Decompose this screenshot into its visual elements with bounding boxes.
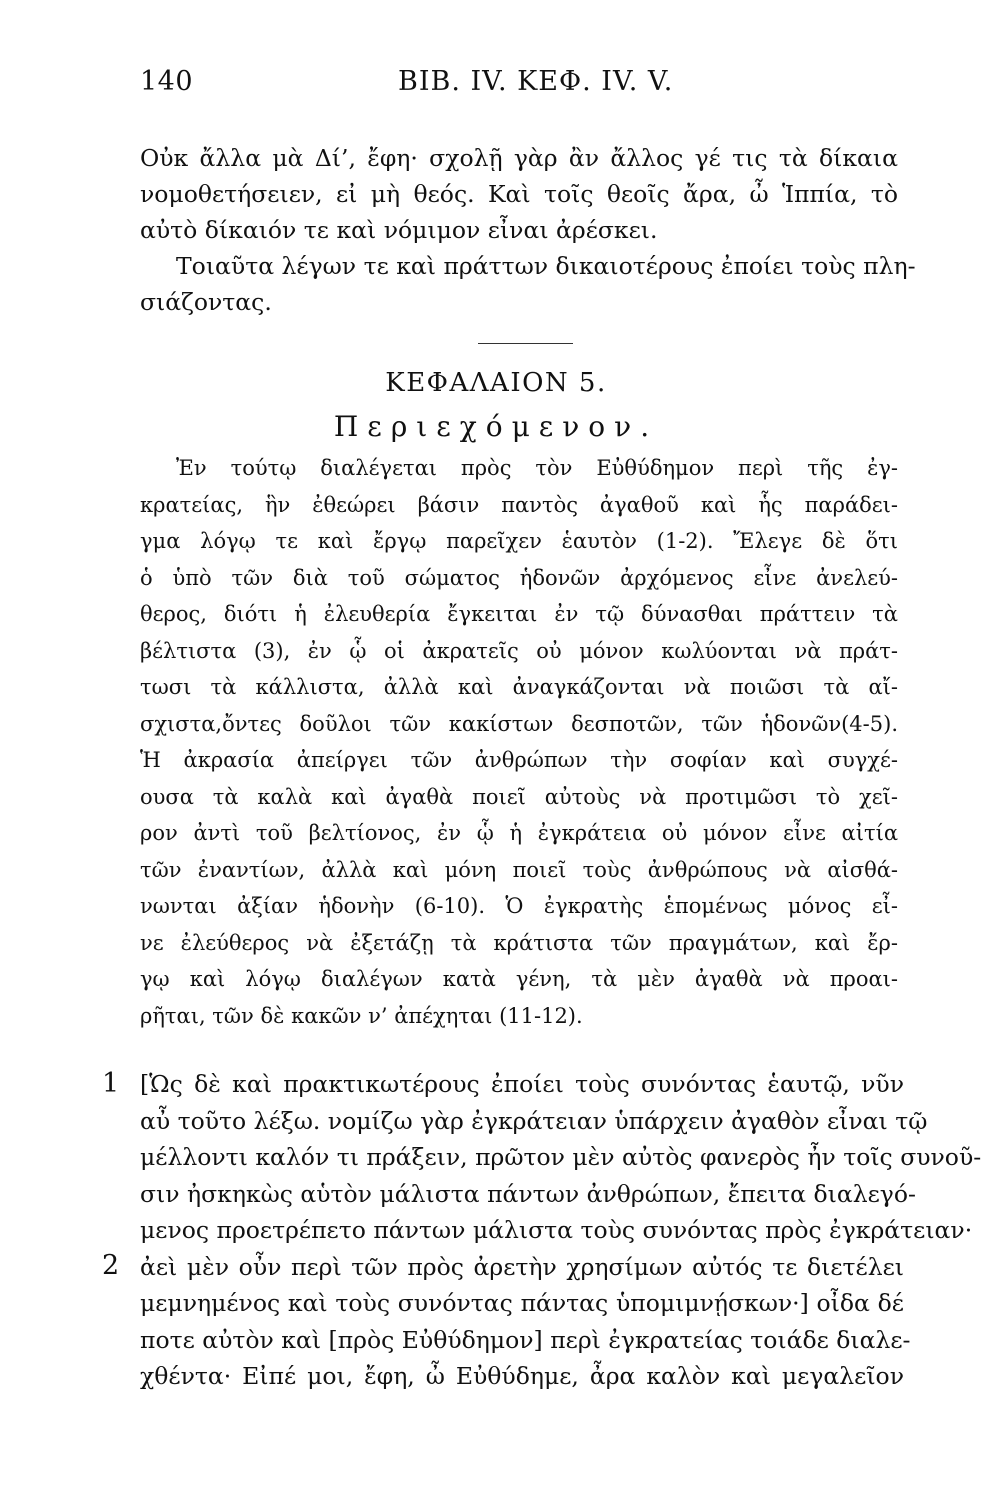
footnote-number: 1	[102, 1068, 120, 1099]
footnote-line: ποτε αὐτὸν καὶ [πρὸς Εὐθύδημον] περὶ ἐγκρατείας τοιάδε διαλε-	[140, 1325, 911, 1354]
summary-line: ουσα τὰ καλὰ καὶ ἀγαθὰ ποιεῖ αὐτοὺς νὰ προτιμῶσι τὸ χεῖ-	[140, 784, 898, 809]
text-line: αὐτὸ δίκαιόν τε καὶ νόμιμον εἶναι ἀρέσκει.	[140, 216, 658, 244]
section-divider	[478, 343, 573, 344]
main-text	[140, 140, 916, 320]
summary-line: Ἐν τούτῳ διαλέγεται πρὸς τὸν Εὐθύδημον περὶ τῆς ἐγ-	[176, 456, 898, 480]
footnote-line: μέλλοντι καλόν τι πράξειν, πρῶτον μὲν αὐτὸς φανερὸς ἦν τοῖς συνοῦ-	[140, 1143, 982, 1171]
summary-line: γμα λόγῳ τε καὶ ἔργῳ παρεῖχεν ἑαυτὸν (1-2). Ἔλεγε δὲ ὅτι	[140, 529, 898, 553]
footnote-line: [Ὡς δὲ καὶ πρακτικωτέρους ἐποίει τοὺς συνόντας ἑαυτῷ, νῦν	[140, 1070, 904, 1098]
page-number: 140	[140, 66, 194, 97]
text-line: σιάζοντας.	[140, 288, 272, 316]
summary-line: τωσι τὰ κάλλιστα, ἀλλὰ καὶ ἀναγκάζονται νὰ ποιῶσι τὰ αἴ-	[140, 675, 898, 699]
footnote-line: αὖ τοῦτο λέξω. νομίζω γὰρ ἐγκράτειαν ὑπάρχειν ἀγαθὸν εἶναι τῷ	[140, 1106, 928, 1135]
summary-line: ὁ ὑπὸ τῶν διὰ τοῦ σώματος ἡδονῶν ἀρχόμενος εἶνε ἀνελεύ-	[140, 565, 898, 590]
running-head: ΒΙΒ. ΙV. ΚΕΦ. ΙV. V.	[398, 66, 674, 97]
footnote-line: ἀεὶ μὲν οὖν περὶ τῶν πρὸς ἀρετὴν χρησίμων αὐτός τε διετέλει	[140, 1252, 904, 1281]
summary-line: ρῆται, τῶν δὲ κακῶν ν’ ἀπέχηται (11-12).	[140, 1003, 583, 1028]
chapter-title: ΚΕΦΑΛΑΙΟΝ 5.	[385, 368, 607, 398]
page-header	[140, 66, 900, 106]
footnotes	[102, 1066, 982, 1395]
summary-line: βέλτιστα (3), ἐν ᾧ οἱ ἀκρατεῖς οὐ μόνον κωλύονται νὰ πράτ-	[140, 638, 898, 663]
footnote-line: χθέντα· Εἰπέ μοι, ἔφη, ὦ Εὐθύδημε, ἆρα καλὸν καὶ μεγαλεῖον	[140, 1362, 904, 1390]
text-line: Τοιαῦτα λέγων τε καὶ πράττων δικαιοτέρους ἐποίει τοὺς πλη-	[176, 252, 916, 280]
summary-line: τῶν ἐναντίων, ἀλλὰ καὶ μόνη ποιεῖ τοὺς ἀνθρώπους νὰ αἰσθά-	[140, 857, 898, 882]
summary-line: Ἡ ἀκρασία ἀπείργει τῶν ἀνθρώπων τὴν σοφίαν καὶ συγχέ-	[140, 748, 898, 772]
footnote-line: σιν ἠσκηκὼς αὑτὸν μάλιστα πάντων ἀνθρώπων, ἔπειτα διαλεγό-	[140, 1179, 916, 1208]
footnote-line: μενος προετρέπετο πάντων μάλιστα τοὺς συνόντας πρὸς ἐγκράτειαν·	[140, 1216, 973, 1244]
footnote-number: 2	[102, 1250, 120, 1281]
summary-line: νε ἐλεύθερος νὰ ἐξετάζῃ τὰ κράτιστα τῶν πραγμάτων, καὶ ἔρ-	[140, 930, 898, 955]
summary-line: θερος, διότι ἡ ἐλευθερία ἔγκειται ἐν τῷ δύνασθαι πράττειν τὰ	[140, 602, 898, 626]
summary-line: γῳ καὶ λόγῳ διαλέγων κατὰ γένη, τὰ μὲν ἀγαθὰ νὰ προαι-	[140, 967, 898, 991]
footnote-line: μεμνημένος καὶ τοὺς συνόντας πάντας ὑπομιμνῄσκων·] οἶδα δέ	[140, 1289, 904, 1317]
summary-line: ρον ἀντὶ τοῦ βελτίονος, ἐν ᾧ ἡ ἐγκράτεια οὐ μόνον εἶνε αἰτία	[140, 821, 898, 845]
summary-line: νωνται ἀξίαν ἡδονὴν (6-10). Ὁ ἐγκρατὴς ἑπομένως μόνος εἶ-	[140, 894, 898, 918]
contents-heading: Περιεχόμενον.	[333, 410, 659, 443]
chapter-summary	[140, 450, 898, 1034]
text-line: Οὐκ ἄλλα μὰ Δί’, ἔφη· σχολῇ γὰρ ἂν ἄλλος γέ τις τὰ δίκαια	[140, 144, 898, 172]
summary-line: κρατείας, ἣν ἐθεώρει βάσιν παντὸς ἀγαθοῦ καὶ ἧς παράδει-	[140, 492, 898, 517]
summary-line: σχιστα,ὄντες δοῦλοι τῶν κακίστων δεσποτῶν, τῶν ἡδονῶν(4-5).	[140, 711, 898, 736]
text-line: νομοθετήσειεν, εἰ μὴ θεός. Καὶ τοῖς θεοῖς ἄρα, ὦ Ἱππία, τὸ	[140, 180, 898, 208]
